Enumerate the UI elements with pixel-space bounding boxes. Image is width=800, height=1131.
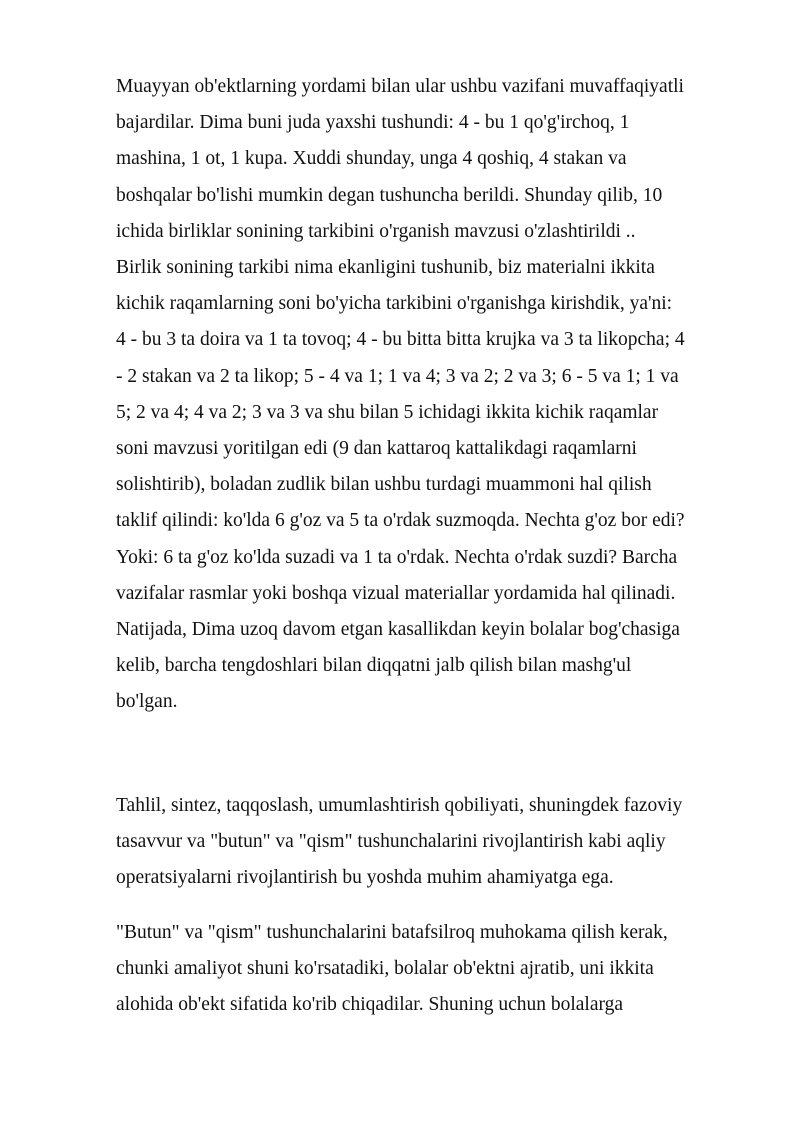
text-line: 5; 2 va 4; 4 va 2; 3 va 3 va shu bilan 5 ichidagi ikkita kichik raqamlar <box>116 401 659 423</box>
text-line: bajardilar. Dima buni juda yaxshi tushundi: 4 - bu 1 qo'g'irchoq, 1 <box>116 112 630 134</box>
text-line: solishtirib), boladan zudlik bilan ushbu turdagi muammoni hal qilish <box>116 474 652 496</box>
text-line: alohida ob'ekt sifatida ko'rib chiqadilar. Shuning uchun bolalarga <box>116 994 624 1016</box>
text-line: vazifalar rasmlar yoki boshqa vizual materiallar yordamida hal qilinadi. <box>116 582 676 604</box>
text-line: kelib, barcha tengdoshlari bilan diqqatni jalb qilish bilan mashg'ul <box>116 655 632 677</box>
paragraph-1 <box>116 69 685 721</box>
text-line: Birlik sonining tarkibi nima ekanligini tushunib, biz materialni ikkita <box>116 257 655 279</box>
text-line: taklif qilindi: ko'lda 6 g'oz va 5 ta o'rdak suzmoqda. Nechta g'oz bor edi? <box>116 510 685 532</box>
text-line: bo'lgan. <box>116 691 178 713</box>
paragraph-2 <box>116 788 682 897</box>
text-line: 4 - bu 3 ta doira va 1 ta tovoq; 4 - bu bitta bitta krujka va 3 ta likopcha; 4 <box>116 329 685 351</box>
text-line: Yoki: 6 ta g'oz ko'lda suzadi va 1 ta o'rdak. Nechta o'rdak suzdi? Barcha <box>116 546 678 568</box>
text-line: Natijada, Dima uzoq davom etgan kasallikdan keyin bolalar bog'chasiga <box>116 619 680 641</box>
text-line: kichik raqamlarning soni bo'yicha tarkibini o'rganishga kirishdik, ya'ni: <box>116 293 673 315</box>
text-line: operatsiyalarni rivojlantirish bu yoshda muhim ahamiyatga ega. <box>116 867 614 889</box>
text-line: - 2 stakan va 2 ta likop; 5 - 4 va 1; 1 va 4; 3 va 2; 2 va 3; 6 - 5 va 1; 1 va <box>116 365 679 387</box>
paragraph-3 <box>116 915 668 1024</box>
text-line: soni mavzusi yoritilgan edi (9 dan kattaroq kattalikdagi raqamlarni <box>116 438 637 460</box>
text-line: boshqalar bo'lishi mumkin degan tushuncha berildi. Shunday qilib, 10 <box>116 184 663 206</box>
text-line: ichida birliklar sonining tarkibini o'rganish mavzusi o'zlashtirildi .. <box>116 220 636 242</box>
text-line: Tahlil, sintez, taqqoslash, umumlashtirish qobiliyati, shuningdek fazoviy <box>116 795 683 816</box>
text-line: chunki amaliyot shuni ko'rsatadiki, bolalar ob'ektni ajratib, uni ikkita <box>116 958 654 980</box>
text-line: Muayyan ob'ektlarning yordami bilan ular ushbu vazifani muvaffaqiyatli <box>116 76 684 97</box>
text-line: mashina, 1 ot, 1 kupa. Xuddi shunday, unga 4 qoshiq, 4 stakan va <box>116 148 627 170</box>
text-line: tasavvur va "butun" va "qism" tushunchalarini rivojlantirish kabi aqliy <box>116 831 666 853</box>
text-line: "Butun" va "qism" tushunchalarini batafsilroq muhokama qilish kerak, <box>116 922 668 943</box>
